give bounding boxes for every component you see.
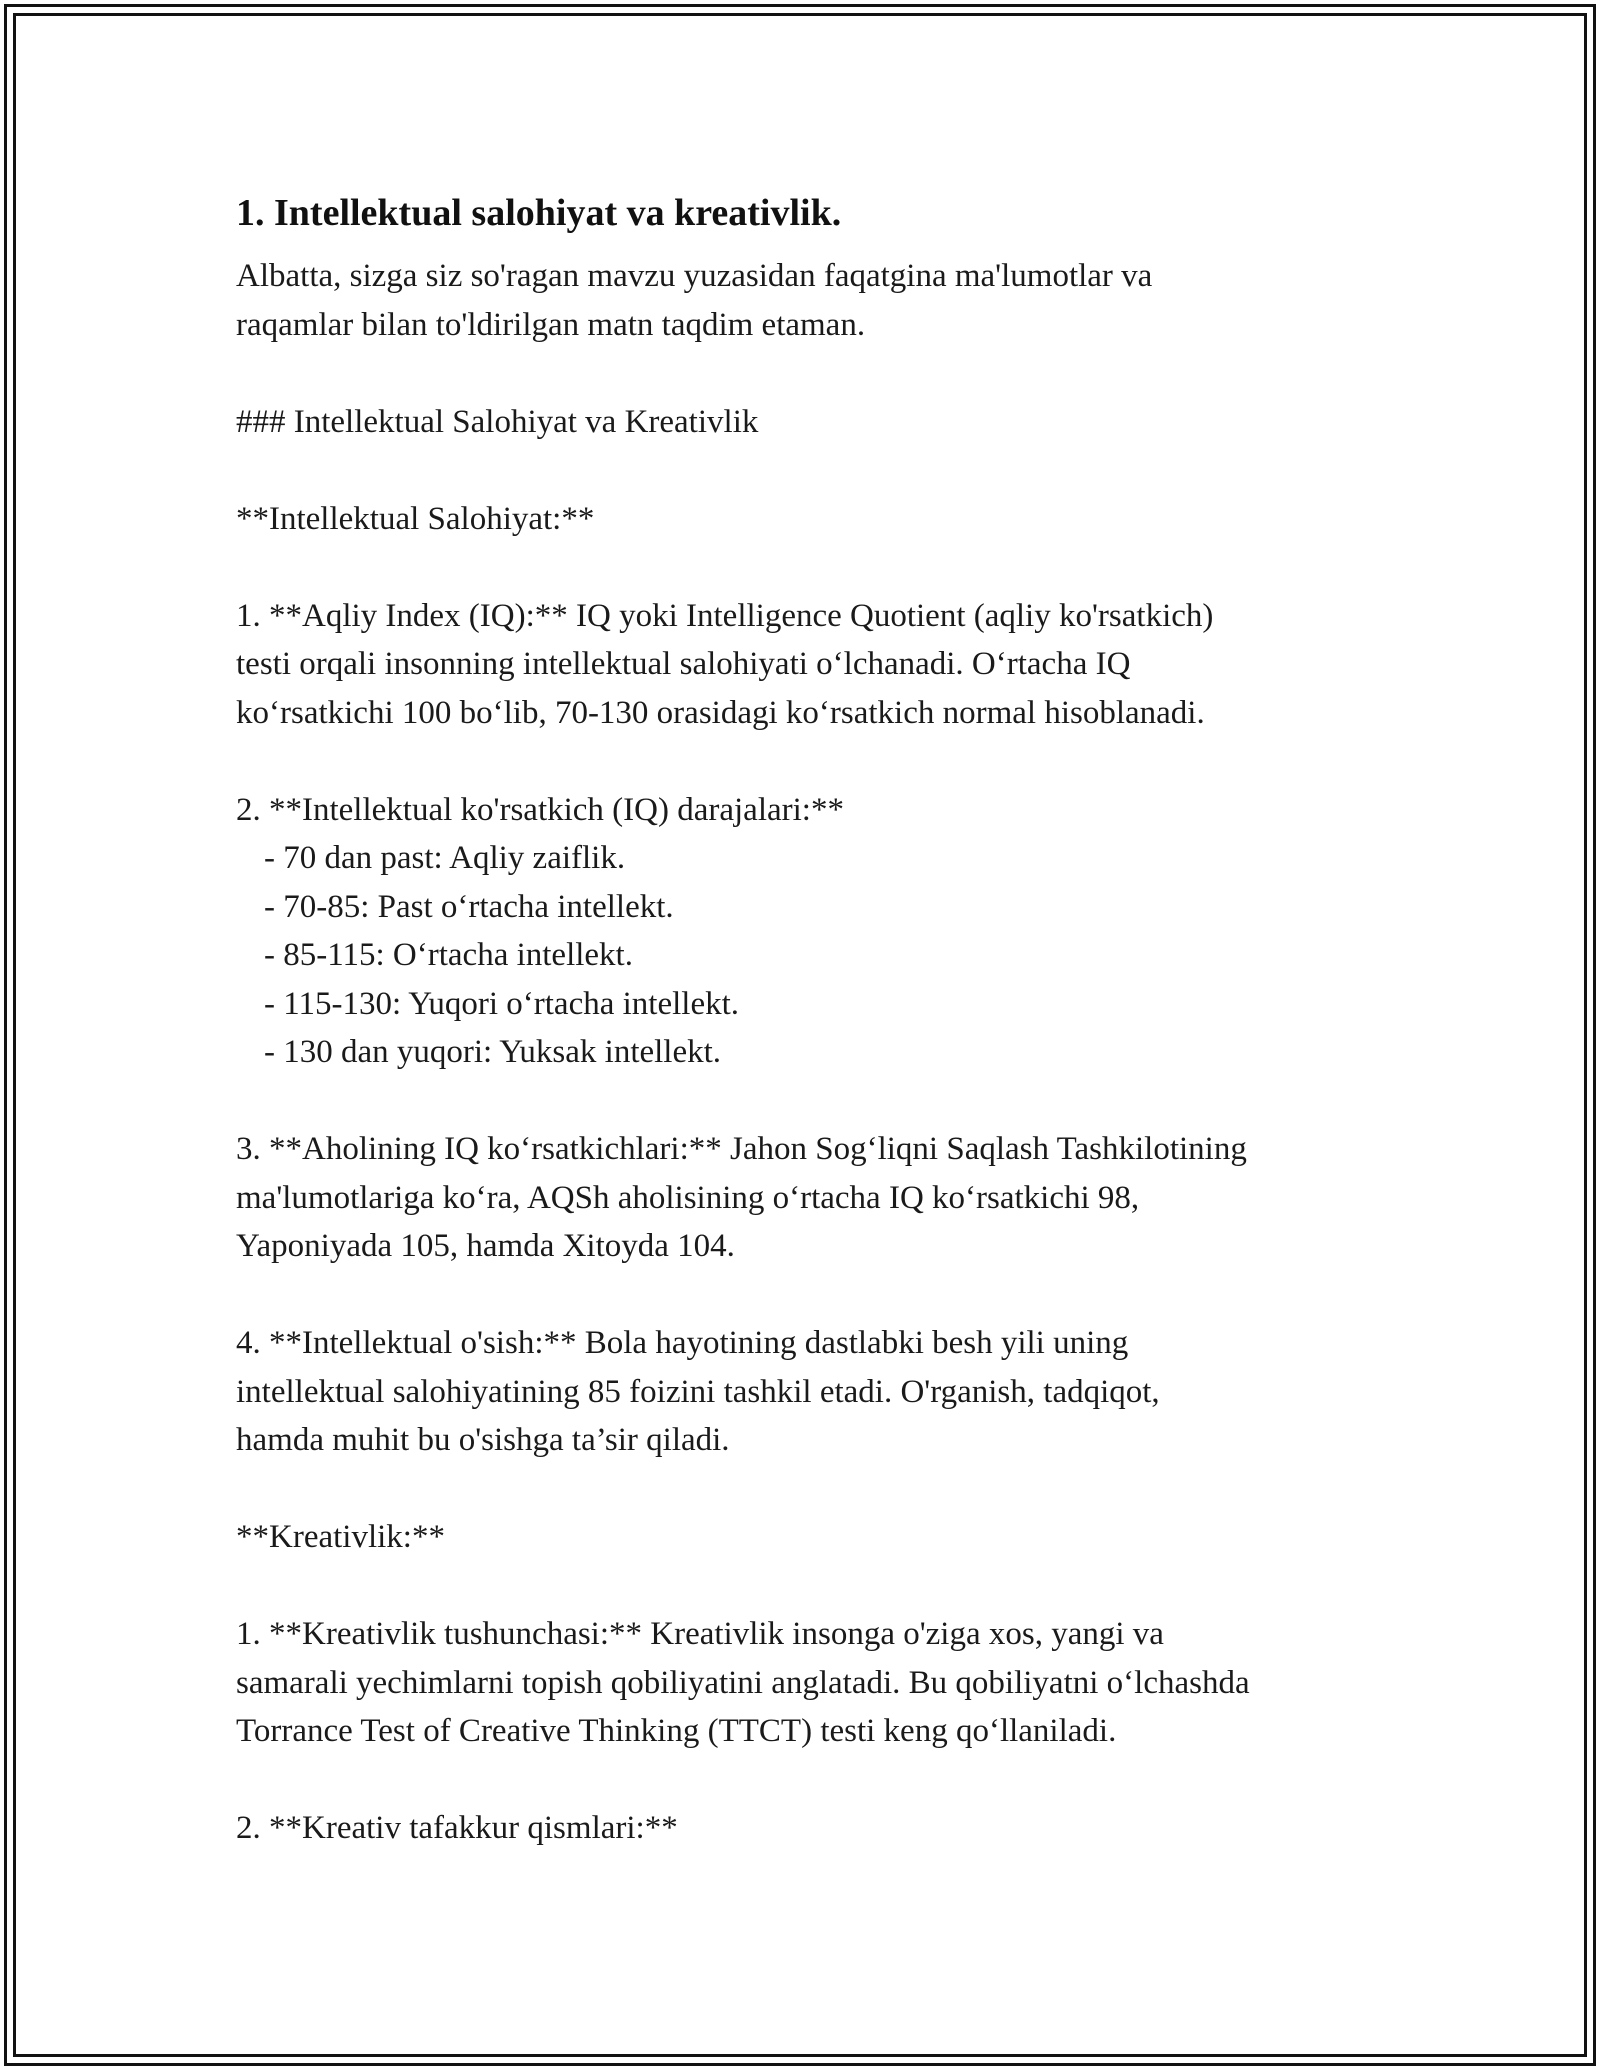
section-heading: ### Intellektual Salohiyat va Kreativlik (236, 403, 759, 440)
item-line: 3. **Aholining IQ ko‘rsatkichlari:** Jahon Sog‘liqni Saqlash Tashkilotining (236, 1131, 1247, 1167)
item-line: 1. **Aqliy Index (IQ):** IQ yoki Intelligence Quotient (aqliy ko'rsatkich) (236, 597, 1214, 634)
item-line: ko‘rsatkichi 100 bo‘lib, 70-130 orasidagi ko‘rsatkich normal hisoblanadi. (236, 694, 1205, 731)
item-creativity-concept (236, 1610, 1416, 1756)
item-line: Torrance Test of Creative Thinking (TTCT) testi keng qo‘llaniladi. (236, 1713, 1117, 1749)
section-label-kreativlik: **Kreativlik:** (236, 1519, 445, 1555)
level-line: - 130 dan yuqori: Yuksak intellekt. (264, 1034, 722, 1070)
item-title: 2. **Kreativ tafakkur qismlari:** (236, 1810, 678, 1846)
section-label-intellektual: **Intellektual Salohiyat:** (236, 500, 595, 537)
level-line: - 70 dan past: Aqliy zaiflik. (264, 840, 626, 876)
item-line: intellektual salohiyatining 85 foizini tashkil etadi. O'rganish, tadqiqot, (236, 1373, 1160, 1410)
item-iq-levels (236, 786, 1416, 1077)
item-line: 4. **Intellektual o'sish:** Bola hayotining dastlabki besh yili uning (236, 1325, 1129, 1361)
level-line: - 85-115: O‘rtacha intellekt. (264, 937, 633, 973)
item-line: testi orqali insonning intellektual salohiyati o‘lchanadi. O‘rtacha IQ (236, 646, 1131, 682)
level-line: - 70-85: Past o‘rtacha intellekt. (264, 888, 674, 925)
intro-line: Albatta, sizga siz so'ragan mavzu yuzasidan faqatgina ma'lumotlar va (236, 258, 1153, 294)
item-line: samarali yechimlarni topish qobiliyatini anglatadi. Bu qobiliyatni o‘lchashda (236, 1664, 1250, 1701)
item-population-iq (236, 1125, 1416, 1271)
item-line: 1. **Kreativlik tushunchasi:** Kreativlik insonga o'ziga xos, yangi va (236, 1616, 1164, 1652)
document-title: 1. Intellektual salohiyat va kreativlik. (236, 192, 842, 234)
document-body (236, 186, 1416, 1853)
item-line: Yaponiyada 105, hamda Xitoyda 104. (236, 1228, 735, 1264)
item-line: ma'lumotlariga ko‘ra, AQSh aholisining o‘rtacha IQ ko‘rsatkichi 98, (236, 1179, 1140, 1216)
intro-line: raqamlar bilan to'ldirilgan matn taqdim etaman. (236, 306, 866, 343)
item-line: hamda muhit bu o'sishga ta’sir qiladi. (236, 1422, 730, 1458)
level-line: - 115-130: Yuqori o‘rtacha intellekt. (264, 985, 740, 1022)
item-iq-index (236, 592, 1416, 738)
item-title: 2. **Intellektual ko'rsatkich (IQ) darajalari:** (236, 791, 844, 828)
item-intellectual-growth (236, 1319, 1416, 1465)
intro-paragraph (236, 252, 1416, 349)
